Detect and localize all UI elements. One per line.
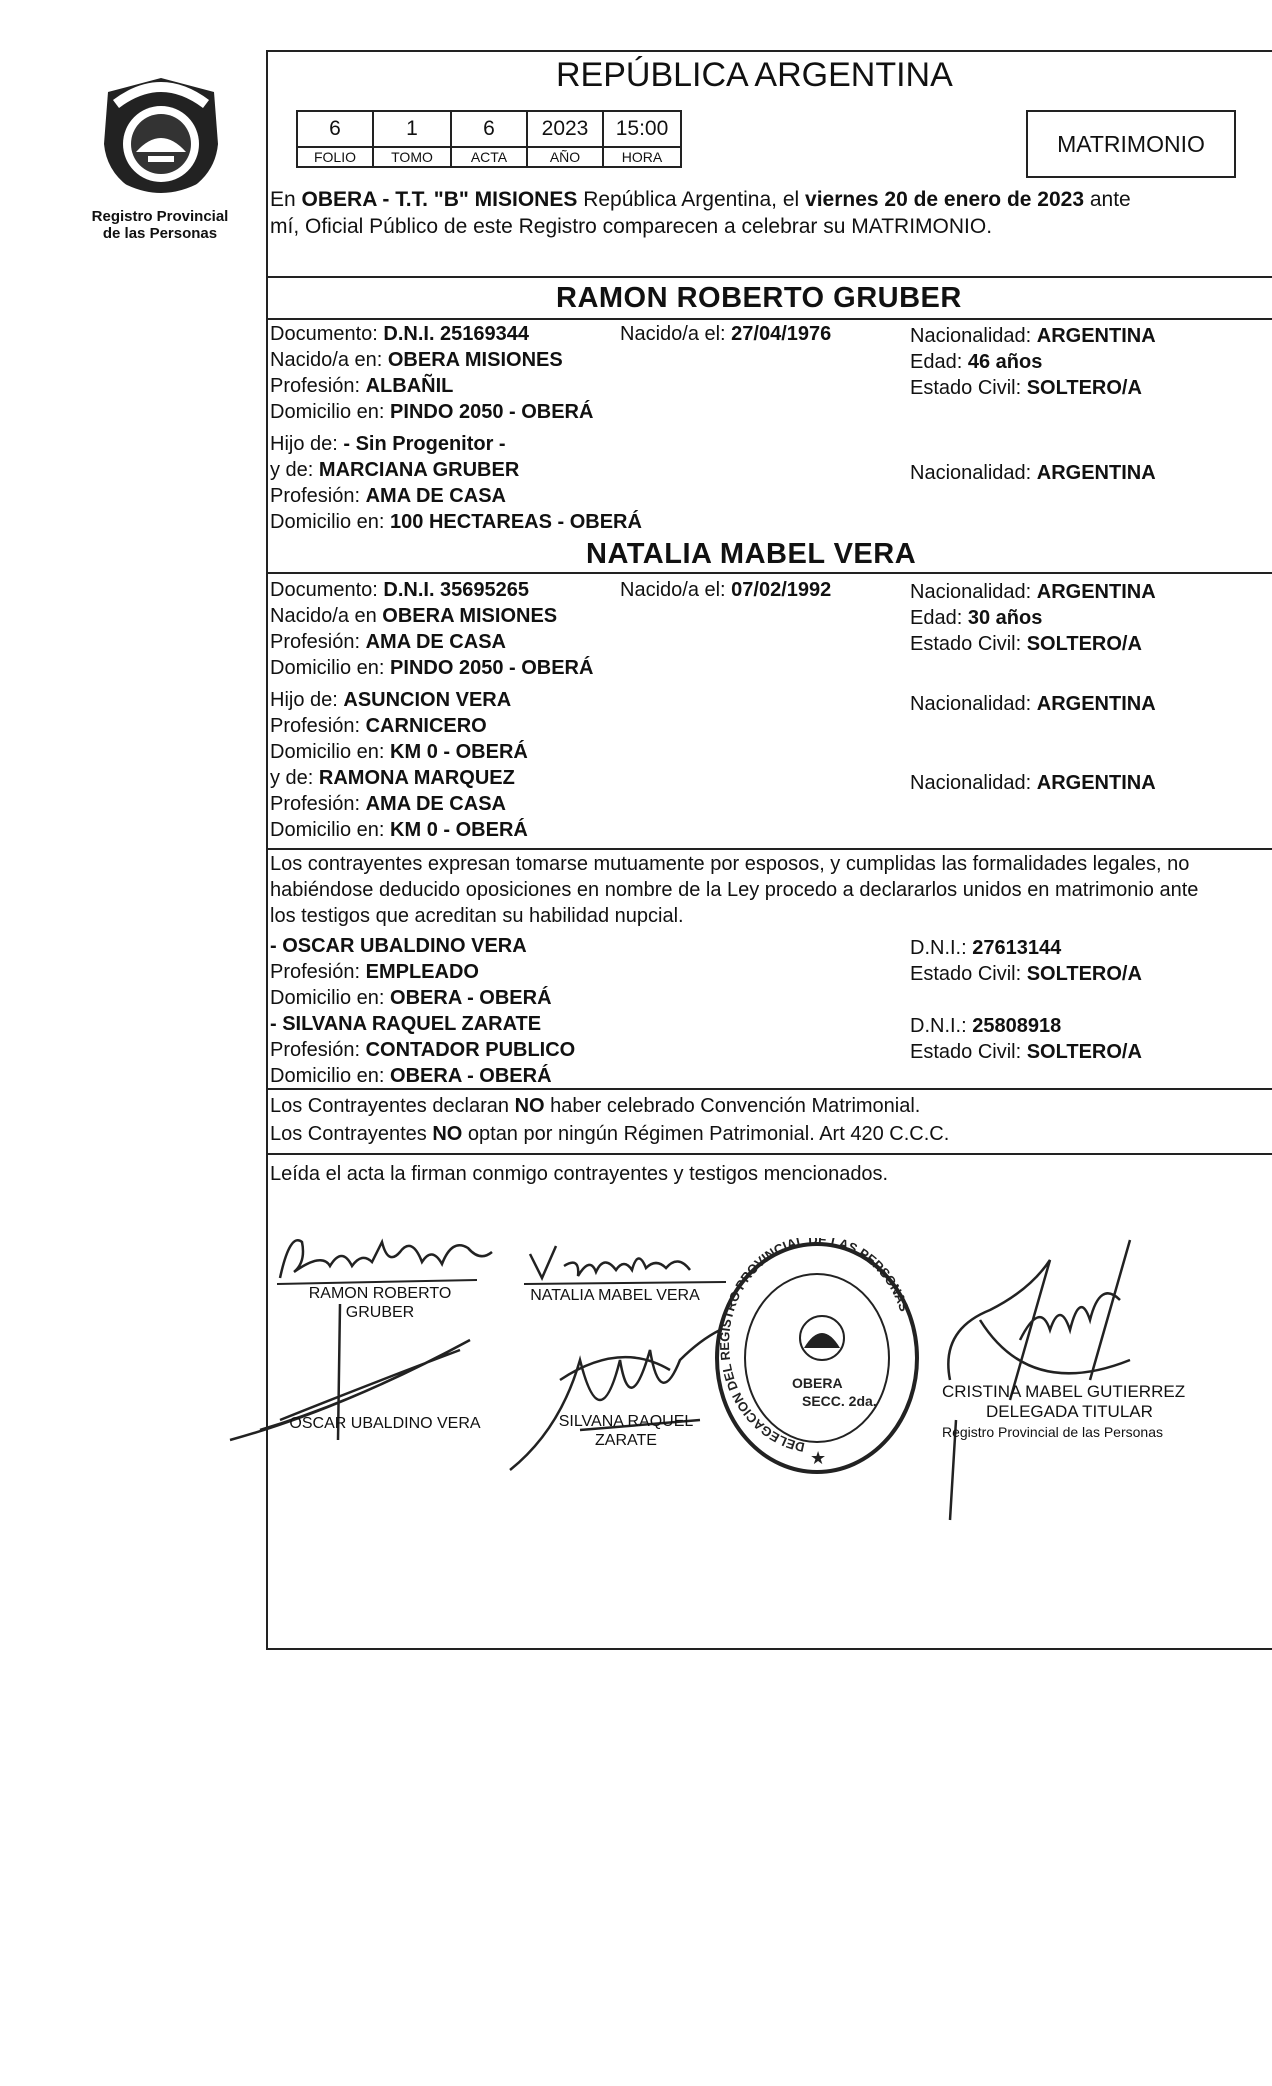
intro-line-2: mí, Oficial Público de este Registro comparecen a celebrar su MATRIMONIO.: [270, 215, 993, 238]
divider: [268, 572, 1272, 574]
bride-profession: Profesión: AMA DE CASA: [270, 631, 506, 653]
groom-parent-1: Hijo de: - Sin Progenitor -: [270, 433, 506, 455]
groom-profession: Profesión: ALBAÑIL: [270, 375, 454, 397]
witness-2-profession: Profesión: CONTADOR PUBLICO: [270, 1039, 576, 1061]
folio-label: FOLIO: [297, 147, 373, 167]
bride-parent-1-nationality: Nacionalidad: ARGENTINA: [910, 693, 1156, 715]
groom-parent-2-profession: Profesión: AMA DE CASA: [270, 485, 506, 507]
bride-parent-2-address: Domicilio en: KM 0 - OBERÁ: [270, 819, 528, 841]
time-value: 15:00: [603, 111, 681, 147]
groom-parent-2: y de: MARCIANA GRUBER: [270, 459, 520, 481]
groom-age: Edad: 46 años: [910, 351, 1043, 373]
intro-line-1: En OBERA - T.T. "B" MISIONES República Argentina, el viernes 20 de enero de 2023 ante: [270, 188, 1131, 211]
witness-2-civil-status: Estado Civil: SOLTERO/A: [910, 1041, 1142, 1063]
witness-1-dni: D.N.I.: 27613144: [910, 937, 1062, 959]
groom-birthplace: Nacido/a en: OBERA MISIONES: [270, 349, 563, 371]
bride-parent-2-profession: Profesión: AMA DE CASA: [270, 793, 506, 815]
official-signature-caption: CRISTINA MABEL GUTIERREZ DELEGADA TITULAR Registro Provincial de las Personas: [942, 1382, 1186, 1440]
bride-signature: [520, 1234, 730, 1293]
groom-signature-caption: RAMON ROBERTO GRUBER: [308, 1285, 452, 1321]
groom-parent-2-address: Domicilio en: 100 HECTAREAS - OBERÁ: [270, 511, 642, 533]
registry-name-1: Registro Provincial: [91, 208, 229, 225]
patrimonial-regime: Los Contrayentes NO optan por ningún Régimen Patrimonial. Art 420 C.C.C.: [270, 1123, 950, 1145]
bride-document: Documento: D.N.I. 35695265: [270, 579, 530, 601]
bride-birthdate: Nacido/a el: 07/02/1992: [620, 579, 832, 601]
divider: [268, 1088, 1272, 1090]
bride-parent-1-profession: Profesión: CARNICERO: [270, 715, 487, 737]
act-type-box: MATRIMONIO: [1026, 110, 1236, 178]
acta-value: 6: [451, 111, 527, 147]
divider: [268, 318, 1272, 320]
closing-statement: Leída el acta la firman conmigo contrayentes y testigos mencionados.: [270, 1163, 889, 1185]
bride-parent-2-nationality: Nacionalidad: ARGENTINA: [910, 772, 1156, 794]
bride-age: Edad: 30 años: [910, 607, 1043, 629]
year-value: 2023: [527, 111, 603, 147]
groom-document: Documento: D.N.I. 25169344: [270, 323, 530, 345]
groom-nationality: Nacionalidad: ARGENTINA: [910, 325, 1156, 347]
witness-2-name: - SILVANA RAQUEL ZARATE: [270, 1013, 542, 1035]
stamp-center-text-1: OBERA: [792, 1375, 843, 1391]
divider: [268, 1153, 1272, 1155]
page-title: REPÚBLICA ARGENTINA: [556, 56, 953, 94]
declaration-line: habiéndose deducido oposiciones en nombre de la Ley procedo a declararlos unidos en matrimonio ante: [270, 879, 1199, 901]
witness-1-address: Domicilio en: OBERA - OBERÁ: [270, 987, 552, 1009]
registry-name-2: de las Personas: [102, 225, 218, 242]
folio-value: 6: [297, 111, 373, 147]
divider: [268, 276, 1272, 278]
time-label: HORA: [603, 147, 681, 167]
witness-1-civil-status: Estado Civil: SOLTERO/A: [910, 963, 1142, 985]
witness-2-signature: [500, 1320, 730, 1485]
witness-1-profession: Profesión: EMPLEADO: [270, 961, 479, 983]
groom-birthdate: Nacido/a el: 27/04/1976: [620, 323, 832, 345]
office-stamp: [712, 1238, 922, 1478]
witness-2-dni: D.N.I.: 25808918: [910, 1015, 1062, 1037]
acta-label: ACTA: [451, 147, 527, 167]
tomo-value: 1: [373, 111, 451, 147]
bride-name: NATALIA MABEL VERA: [586, 538, 917, 570]
bride-address: Domicilio en: PINDO 2050 - OBERÁ: [270, 657, 594, 679]
groom-civil-status: Estado Civil: SOLTERO/A: [910, 377, 1142, 399]
bride-signature-caption: NATALIA MABEL VERA: [530, 1287, 700, 1304]
stamp-center-text-2: SECC. 2da.: [802, 1393, 877, 1409]
bride-civil-status: Estado Civil: SOLTERO/A: [910, 633, 1142, 655]
groom-address: Domicilio en: PINDO 2050 - OBERÁ: [270, 401, 594, 423]
divider: [268, 848, 1272, 850]
svg-text:★: ★: [810, 1448, 827, 1468]
groom-parent-2-nationality: Nacionalidad: ARGENTINA: [910, 462, 1156, 484]
declaration-line: los testigos que acreditan su habilidad nupcial.: [270, 905, 684, 927]
witness-1-name: - OSCAR UBALDINO VERA: [270, 935, 527, 957]
registry-logo: [96, 74, 226, 206]
bride-parent-1-address: Domicilio en: KM 0 - OBERÁ: [270, 741, 528, 763]
witness-1-signature-caption: OSCAR UBALDINO VERA: [289, 1415, 481, 1432]
bride-parent-1: Hijo de: ASUNCION VERA: [270, 689, 512, 711]
matrimonial-agreement: Los Contrayentes declaran NO haber celebrado Convención Matrimonial.: [270, 1095, 921, 1117]
witness-2-signature-caption: SILVANA RAQUEL ZARATE: [558, 1413, 694, 1449]
bride-birthplace: Nacido/a en OBERA MISIONES: [270, 605, 558, 627]
tomo-label: TOMO: [373, 147, 451, 167]
groom-name: RAMON ROBERTO GRUBER: [556, 282, 962, 314]
stamp-ring-text: DELEGACION DEL REGISTRO PROVINCIAL DE LAS PERSONAS: [716, 1238, 912, 1455]
declaration-line: Los contrayentes expresan tomarse mutuamente por esposos, y cumplidas las formalidades legales, no: [270, 853, 1190, 875]
record-number-table: [296, 110, 682, 168]
witness-2-address: Domicilio en: OBERA - OBERÁ: [270, 1065, 552, 1087]
year-label: AÑO: [527, 147, 603, 167]
bride-parent-2: y de: RAMONA MARQUEZ: [270, 767, 515, 789]
bride-nationality: Nacionalidad: ARGENTINA: [910, 581, 1156, 603]
